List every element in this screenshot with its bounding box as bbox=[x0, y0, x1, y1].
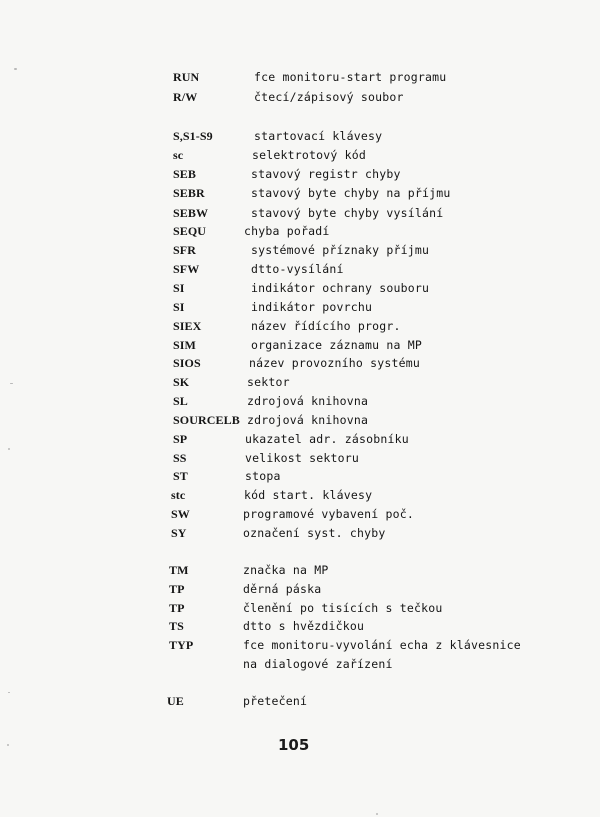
entry-desc: systémové příznaky příjmu bbox=[251, 243, 430, 257]
entry-desc: ukazatel adr. zásobníku bbox=[245, 432, 409, 446]
entry-abbr: SEB bbox=[173, 167, 196, 181]
entry-desc: stopa bbox=[245, 469, 281, 483]
entry-abbr: stc bbox=[171, 488, 186, 502]
entry-abbr: TS bbox=[169, 619, 184, 633]
entry-desc: sektor bbox=[247, 375, 290, 389]
entry-desc: stavový byte chyby vysílání bbox=[251, 206, 444, 220]
entry-abbr: SIOS bbox=[173, 356, 201, 370]
entry-abbr: SY bbox=[171, 526, 187, 540]
entry-abbr: SEQU bbox=[173, 224, 207, 238]
entry-abbr: ST bbox=[173, 469, 188, 483]
entry-abbr: UE bbox=[167, 694, 184, 708]
entry-desc: indikátor ochrany souboru bbox=[251, 281, 430, 295]
entry-abbr: SEBW bbox=[173, 206, 209, 220]
entry-desc: indikátor povrchu bbox=[251, 300, 373, 314]
entry-desc: označení syst. chyby bbox=[243, 526, 386, 540]
entry-desc: děrná páska bbox=[243, 582, 322, 596]
entry-abbr: SS bbox=[173, 451, 187, 465]
scan-speck bbox=[8, 448, 10, 450]
entry-desc: startovací klávesy bbox=[254, 129, 383, 143]
entry-abbr: R/W bbox=[173, 90, 198, 104]
entry-abbr: SIEX bbox=[173, 319, 202, 333]
entry-desc: na dialogové zařízení bbox=[243, 657, 393, 671]
entry-abbr: TM bbox=[169, 563, 189, 577]
scan-speck bbox=[8, 692, 10, 693]
entry-desc: stavový byte chyby na příjmu bbox=[251, 186, 451, 200]
entry-desc: název řídícího progr. bbox=[251, 319, 401, 333]
scan-speck bbox=[7, 744, 9, 746]
entry-desc: programové vybavení poč. bbox=[243, 507, 414, 521]
entry-desc: členění po tisících s tečkou bbox=[243, 601, 443, 615]
entry-abbr: SI bbox=[173, 300, 185, 314]
entry-abbr: SFR bbox=[173, 243, 196, 257]
entry-abbr: SP bbox=[173, 432, 188, 446]
entry-abbr: RUN bbox=[173, 70, 200, 84]
entry-abbr: SFW bbox=[173, 262, 200, 276]
scan-speck bbox=[376, 813, 378, 815]
entry-desc: značka na MP bbox=[243, 563, 329, 577]
entry-desc: přetečení bbox=[243, 694, 308, 708]
entry-desc: dtto s hvězdičkou bbox=[243, 619, 365, 633]
entry-desc: dtto-vysílání bbox=[251, 262, 344, 276]
entry-abbr: sc bbox=[173, 148, 184, 162]
entry-desc: velikost sektoru bbox=[245, 451, 359, 465]
entry-abbr: SEBR bbox=[173, 186, 205, 200]
entry-desc: čtecí/zápisový soubor bbox=[254, 90, 404, 104]
entry-desc: fce monitoru-vyvolání echa z klávesnice bbox=[243, 638, 521, 652]
entry-abbr: SL bbox=[173, 394, 188, 408]
entry-abbr: TYP bbox=[169, 638, 194, 652]
entry-abbr: S,S1-S9 bbox=[173, 129, 213, 143]
entry-desc: zdrojová knihovna bbox=[247, 394, 369, 408]
entry-abbr: SOURCELB bbox=[173, 413, 240, 427]
entry-desc: chyba pořadí bbox=[244, 224, 330, 238]
entry-desc: název provozního systému bbox=[249, 356, 420, 370]
entry-desc: stavový registr chyby bbox=[251, 167, 401, 181]
page-number: 105 bbox=[278, 736, 310, 754]
entry-abbr: TP bbox=[169, 582, 185, 596]
scan-speck bbox=[14, 68, 17, 70]
entry-abbr: SW bbox=[171, 507, 190, 521]
scan-speck bbox=[10, 383, 13, 384]
entry-desc: organizace záznamu na MP bbox=[251, 338, 422, 352]
entry-desc: kód start. klávesy bbox=[244, 488, 373, 502]
entry-abbr: TP bbox=[169, 601, 185, 615]
entry-desc: zdrojová knihovna bbox=[247, 413, 369, 427]
entry-desc: fce monitoru-start programu bbox=[254, 70, 447, 84]
entry-desc: selektrotový kód bbox=[252, 148, 366, 162]
entry-abbr: SIM bbox=[173, 338, 196, 352]
entry-abbr: SI bbox=[173, 281, 185, 295]
entry-abbr: SK bbox=[173, 375, 190, 389]
